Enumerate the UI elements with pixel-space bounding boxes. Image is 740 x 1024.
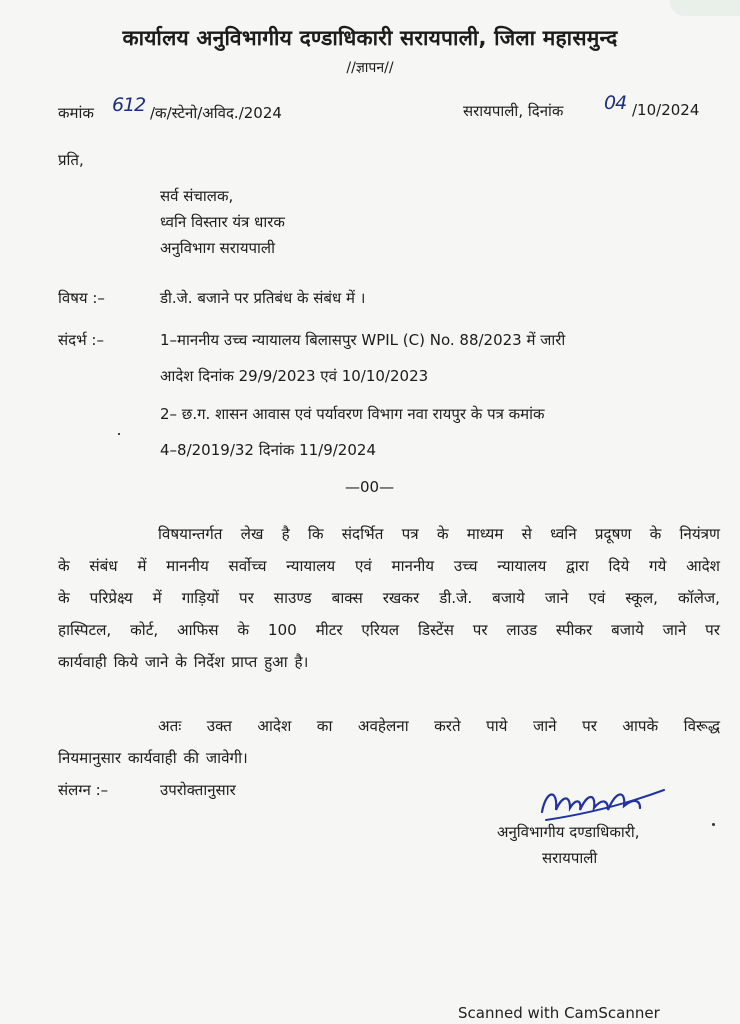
- subject-text: डी.जे. बजाने पर प्रतिबंध के संबंध में ।: [160, 289, 366, 307]
- body-line: के संबंध में माननीय सर्वोच्च न्यायालय एवं माननीय उच्च न्यायालय द्वारा दिये गये आदेश: [58, 557, 720, 575]
- ref-number-handwritten: 612: [112, 94, 146, 116]
- signatory-place: सरायपाली: [542, 849, 598, 867]
- scanner-watermark: Scanned with CamScanner: [458, 1004, 660, 1022]
- body-paragraph-2: [58, 710, 720, 774]
- recipient-line-3: अनुविभाग सरायपाली: [160, 239, 275, 257]
- enclosure-label: संलग्न :–: [58, 781, 109, 799]
- body-line: हास्पिटल, कोर्ट, आफिस के 100 मीटर एरियल डिस्टेंस पर लाउड स्पीकर बजाये जाने पर: [58, 621, 720, 639]
- stray-mark: [118, 433, 120, 435]
- reference-line-1: 1–माननीय उच्च न्यायालय बिलासपुर WPIL (C) No. 88/2023 में जारी: [160, 331, 566, 349]
- body-line: विषयान्तर्गत लेख है कि संदर्भित पत्र के माध्यम से ध्वनि प्रदूषण के नियंत्रण: [158, 525, 720, 543]
- body-line: अतः उक्त आदेश का अवहेलना करते पाये जाने पर आपके विरूद्ध: [158, 717, 720, 735]
- subject-label: विषय :–: [58, 289, 105, 307]
- separator: —00—: [345, 478, 395, 496]
- ref-prefix: कमांक: [58, 104, 94, 122]
- office-title: कार्यालय अनुविभागीय दण्डाधिकारी सरायपाली, जिला महासमुन्द: [122, 26, 618, 50]
- corner-shape: [670, 0, 740, 16]
- signatory-designation: अनुविभागीय दण्डाधिकारी,: [497, 823, 640, 841]
- document-type: //ज्ञापन//: [346, 60, 394, 76]
- to-label: प्रति,: [58, 151, 84, 169]
- recipient-line-1: सर्व संचालक,: [160, 187, 234, 205]
- body-line: कार्यवाही किये जाने के निर्देश प्राप्त हुआ है।: [58, 653, 309, 671]
- date-rest: /10/2024: [632, 101, 700, 119]
- reference-line-4: 4–8/2019/32 दिनांक 11/9/2024: [160, 441, 376, 459]
- body-paragraph-1: [58, 518, 720, 678]
- ink-dot: [712, 823, 715, 826]
- day-handwritten: 04: [604, 92, 627, 114]
- body-line: के परिप्रेक्ष्य में गाड़ियों पर साउण्ड बाक्स रखकर डी.जे. बजाये जाने एवं स्कूल, कॉलेज,: [58, 589, 720, 607]
- reference-label: संदर्भ :–: [58, 331, 104, 349]
- reference-line-3: 2– छ.ग. शासन आवास एवं पर्यावरण विभाग नवा रायपुर के पत्र कमांक: [160, 405, 545, 423]
- reference-line-2: आदेश दिनांक 29/9/2023 एवं 10/10/2023: [160, 367, 429, 385]
- enclosure-text: उपरोक्तानुसार: [160, 781, 236, 799]
- place-date-label: सरायपाली, दिनांक: [463, 102, 564, 120]
- recipient-line-2: ध्वनि विस्तार यंत्र धारक: [160, 213, 285, 231]
- body-line: नियमानुसार कार्यवाही की जावेगी।: [58, 749, 248, 767]
- ref-suffix: /क/स्टेनो/अविद./2024: [150, 104, 282, 122]
